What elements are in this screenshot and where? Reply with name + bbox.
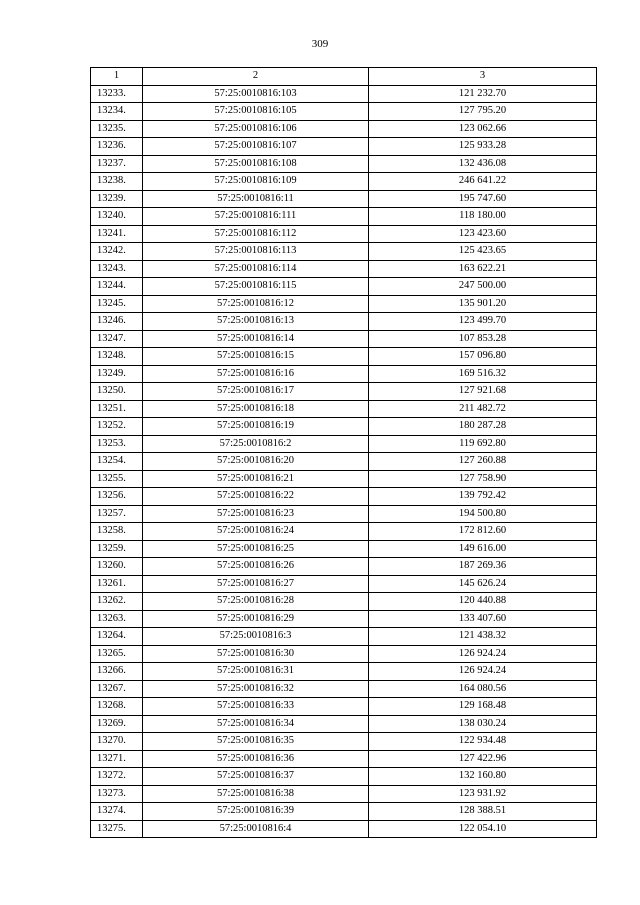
value-cell: 138 030.24 — [369, 715, 597, 733]
cadastral-id-cell: 57:25:0010816:112 — [143, 225, 369, 243]
table-row — [91, 155, 597, 173]
row-number-cell: 13260. — [91, 558, 143, 576]
page-number: 309 — [311, 38, 329, 50]
row-number-cell: 13245. — [91, 295, 143, 313]
table-row — [91, 435, 597, 453]
table-row — [91, 400, 597, 418]
cadastral-id-cell: 57:25:0010816:27 — [143, 575, 369, 593]
cadastral-id-cell: 57:25:0010816:114 — [143, 260, 369, 278]
value-cell: 126 924.24 — [369, 663, 597, 681]
cadastral-id-cell: 57:25:0010816:105 — [143, 103, 369, 121]
table-row — [91, 488, 597, 506]
value-cell: 121 438.32 — [369, 628, 597, 646]
row-number-cell: 13273. — [91, 785, 143, 803]
row-number-cell: 13238. — [91, 173, 143, 191]
row-number-cell: 13241. — [91, 225, 143, 243]
row-number-cell: 13268. — [91, 698, 143, 716]
value-cell: 180 287.28 — [369, 418, 597, 436]
table-row — [91, 645, 597, 663]
value-cell: 126 924.24 — [369, 645, 597, 663]
value-cell: 157 096.80 — [369, 348, 597, 366]
row-number-cell: 13244. — [91, 278, 143, 296]
cadastral-id-cell: 57:25:0010816:24 — [143, 523, 369, 541]
value-cell: 163 622.21 — [369, 260, 597, 278]
table-row — [91, 820, 597, 838]
value-cell: 187 269.36 — [369, 558, 597, 576]
value-cell: 246 641.22 — [369, 173, 597, 191]
row-number-cell: 13256. — [91, 488, 143, 506]
value-cell: 132 160.80 — [369, 768, 597, 786]
row-number-cell: 13254. — [91, 453, 143, 471]
value-cell: 121 232.70 — [369, 85, 597, 103]
cadastral-id-cell: 57:25:0010816:113 — [143, 243, 369, 261]
table-row — [91, 593, 597, 611]
row-number-cell: 13257. — [91, 505, 143, 523]
cadastral-id-cell: 57:25:0010816:33 — [143, 698, 369, 716]
row-number-cell: 13236. — [91, 138, 143, 156]
row-number-cell: 13235. — [91, 120, 143, 138]
table-row — [91, 663, 597, 681]
column-header-number: 1 — [91, 68, 143, 86]
cadastral-id-cell: 57:25:0010816:107 — [143, 138, 369, 156]
cadastral-id-cell: 57:25:0010816:17 — [143, 383, 369, 401]
row-number-cell: 13267. — [91, 680, 143, 698]
cadastral-id-cell: 57:25:0010816:31 — [143, 663, 369, 681]
table-row — [91, 313, 597, 331]
value-cell: 172 812.60 — [369, 523, 597, 541]
table-row — [91, 103, 597, 121]
table-row — [91, 523, 597, 541]
row-number-cell: 13265. — [91, 645, 143, 663]
cadastral-id-cell: 57:25:0010816:37 — [143, 768, 369, 786]
cadastral-id-cell: 57:25:0010816:115 — [143, 278, 369, 296]
cadastral-id-cell: 57:25:0010816:26 — [143, 558, 369, 576]
table-row — [91, 715, 597, 733]
table-row — [91, 785, 597, 803]
row-number-cell: 13261. — [91, 575, 143, 593]
table-row — [91, 628, 597, 646]
cadastral-id-cell: 57:25:0010816:30 — [143, 645, 369, 663]
value-cell: 211 482.72 — [369, 400, 597, 418]
cadastral-id-cell: 57:25:0010816:4 — [143, 820, 369, 838]
row-number-cell: 13249. — [91, 365, 143, 383]
table-row — [91, 85, 597, 103]
cadastral-id-cell: 57:25:0010816:109 — [143, 173, 369, 191]
table-row — [91, 768, 597, 786]
value-cell: 125 423.65 — [369, 243, 597, 261]
cadastral-value-table — [90, 67, 597, 838]
row-number-cell: 13246. — [91, 313, 143, 331]
row-number-cell: 13272. — [91, 768, 143, 786]
value-cell: 123 423.60 — [369, 225, 597, 243]
table-row — [91, 733, 597, 751]
row-number-cell: 13253. — [91, 435, 143, 453]
table-row — [91, 260, 597, 278]
value-cell: 127 260.88 — [369, 453, 597, 471]
cadastral-id-cell: 57:25:0010816:38 — [143, 785, 369, 803]
row-number-cell: 13264. — [91, 628, 143, 646]
cadastral-id-cell: 57:25:0010816:39 — [143, 803, 369, 821]
row-number-cell: 13234. — [91, 103, 143, 121]
table-row — [91, 208, 597, 226]
table-row — [91, 470, 597, 488]
table-row — [91, 453, 597, 471]
cadastral-id-cell: 57:25:0010816:22 — [143, 488, 369, 506]
cadastral-id-cell: 57:25:0010816:2 — [143, 435, 369, 453]
table-row — [91, 680, 597, 698]
cadastral-id-cell: 57:25:0010816:23 — [143, 505, 369, 523]
value-cell: 195 747.60 — [369, 190, 597, 208]
cadastral-id-cell: 57:25:0010816:18 — [143, 400, 369, 418]
value-cell: 133 407.60 — [369, 610, 597, 628]
row-number-cell: 13237. — [91, 155, 143, 173]
value-cell: 123 499.70 — [369, 313, 597, 331]
row-number-cell: 13269. — [91, 715, 143, 733]
cadastral-id-cell: 57:25:0010816:34 — [143, 715, 369, 733]
table-row — [91, 803, 597, 821]
value-cell: 107 853.28 — [369, 330, 597, 348]
cadastral-id-cell: 57:25:0010816:32 — [143, 680, 369, 698]
cadastral-id-cell: 57:25:0010816:108 — [143, 155, 369, 173]
column-header-value: 3 — [369, 68, 597, 86]
row-number-cell: 13270. — [91, 733, 143, 751]
value-cell: 127 758.90 — [369, 470, 597, 488]
cadastral-id-cell: 57:25:0010816:36 — [143, 750, 369, 768]
table-row — [91, 575, 597, 593]
cadastral-id-cell: 57:25:0010816:25 — [143, 540, 369, 558]
table-row — [91, 173, 597, 191]
value-cell: 127 422.96 — [369, 750, 597, 768]
value-cell: 123 931.92 — [369, 785, 597, 803]
table-row — [91, 558, 597, 576]
row-number-cell: 13242. — [91, 243, 143, 261]
cadastral-id-cell: 57:25:0010816:13 — [143, 313, 369, 331]
cadastral-id-cell: 57:25:0010816:19 — [143, 418, 369, 436]
cadastral-id-cell: 57:25:0010816:12 — [143, 295, 369, 313]
table-row — [91, 698, 597, 716]
row-number-cell: 13271. — [91, 750, 143, 768]
row-number-cell: 13266. — [91, 663, 143, 681]
cadastral-id-cell: 57:25:0010816:11 — [143, 190, 369, 208]
row-number-cell: 13248. — [91, 348, 143, 366]
row-number-cell: 13262. — [91, 593, 143, 611]
value-cell: 122 054.10 — [369, 820, 597, 838]
row-number-cell: 13239. — [91, 190, 143, 208]
value-cell: 145 626.24 — [369, 575, 597, 593]
table-row — [91, 750, 597, 768]
table-row — [91, 295, 597, 313]
value-cell: 128 388.51 — [369, 803, 597, 821]
value-cell: 122 934.48 — [369, 733, 597, 751]
cadastral-id-cell: 57:25:0010816:35 — [143, 733, 369, 751]
row-number-cell: 13252. — [91, 418, 143, 436]
cadastral-id-cell: 57:25:0010816:111 — [143, 208, 369, 226]
value-cell: 135 901.20 — [369, 295, 597, 313]
value-cell: 194 500.80 — [369, 505, 597, 523]
row-number-cell: 13263. — [91, 610, 143, 628]
cadastral-id-cell: 57:25:0010816:28 — [143, 593, 369, 611]
table-header-row — [91, 68, 597, 86]
cadastral-id-cell: 57:25:0010816:106 — [143, 120, 369, 138]
cadastral-id-cell: 57:25:0010816:14 — [143, 330, 369, 348]
cadastral-id-cell: 57:25:0010816:15 — [143, 348, 369, 366]
row-number-cell: 13251. — [91, 400, 143, 418]
table-body — [91, 85, 597, 838]
value-cell: 119 692.80 — [369, 435, 597, 453]
table-row — [91, 278, 597, 296]
value-cell: 139 792.42 — [369, 488, 597, 506]
table-row — [91, 540, 597, 558]
table-row — [91, 225, 597, 243]
value-cell: 164 080.56 — [369, 680, 597, 698]
column-header-cadastral-id: 2 — [143, 68, 369, 86]
table-row — [91, 610, 597, 628]
value-cell: 149 616.00 — [369, 540, 597, 558]
value-cell: 127 921.68 — [369, 383, 597, 401]
value-cell: 169 516.32 — [369, 365, 597, 383]
row-number-cell: 13233. — [91, 85, 143, 103]
value-cell: 125 933.28 — [369, 138, 597, 156]
row-number-cell: 13275. — [91, 820, 143, 838]
value-cell: 247 500.00 — [369, 278, 597, 296]
cadastral-id-cell: 57:25:0010816:29 — [143, 610, 369, 628]
row-number-cell: 13274. — [91, 803, 143, 821]
table-row — [91, 330, 597, 348]
table-row — [91, 365, 597, 383]
row-number-cell: 13240. — [91, 208, 143, 226]
table-row — [91, 243, 597, 261]
value-cell: 120 440.88 — [369, 593, 597, 611]
value-cell: 118 180.00 — [369, 208, 597, 226]
row-number-cell: 13258. — [91, 523, 143, 541]
table-row — [91, 383, 597, 401]
table-row — [91, 138, 597, 156]
value-cell: 127 795.20 — [369, 103, 597, 121]
table-row — [91, 505, 597, 523]
table-row — [91, 348, 597, 366]
row-number-cell: 13250. — [91, 383, 143, 401]
cadastral-id-cell: 57:25:0010816:20 — [143, 453, 369, 471]
cadastral-id-cell: 57:25:0010816:21 — [143, 470, 369, 488]
cadastral-id-cell: 57:25:0010816:16 — [143, 365, 369, 383]
table-row — [91, 120, 597, 138]
cadastral-id-cell: 57:25:0010816:3 — [143, 628, 369, 646]
row-number-cell: 13243. — [91, 260, 143, 278]
row-number-cell: 13259. — [91, 540, 143, 558]
cadastral-id-cell: 57:25:0010816:103 — [143, 85, 369, 103]
value-cell: 132 436.08 — [369, 155, 597, 173]
table-row — [91, 190, 597, 208]
row-number-cell: 13247. — [91, 330, 143, 348]
table-row — [91, 418, 597, 436]
row-number-cell: 13255. — [91, 470, 143, 488]
value-cell: 129 168.48 — [369, 698, 597, 716]
value-cell: 123 062.66 — [369, 120, 597, 138]
